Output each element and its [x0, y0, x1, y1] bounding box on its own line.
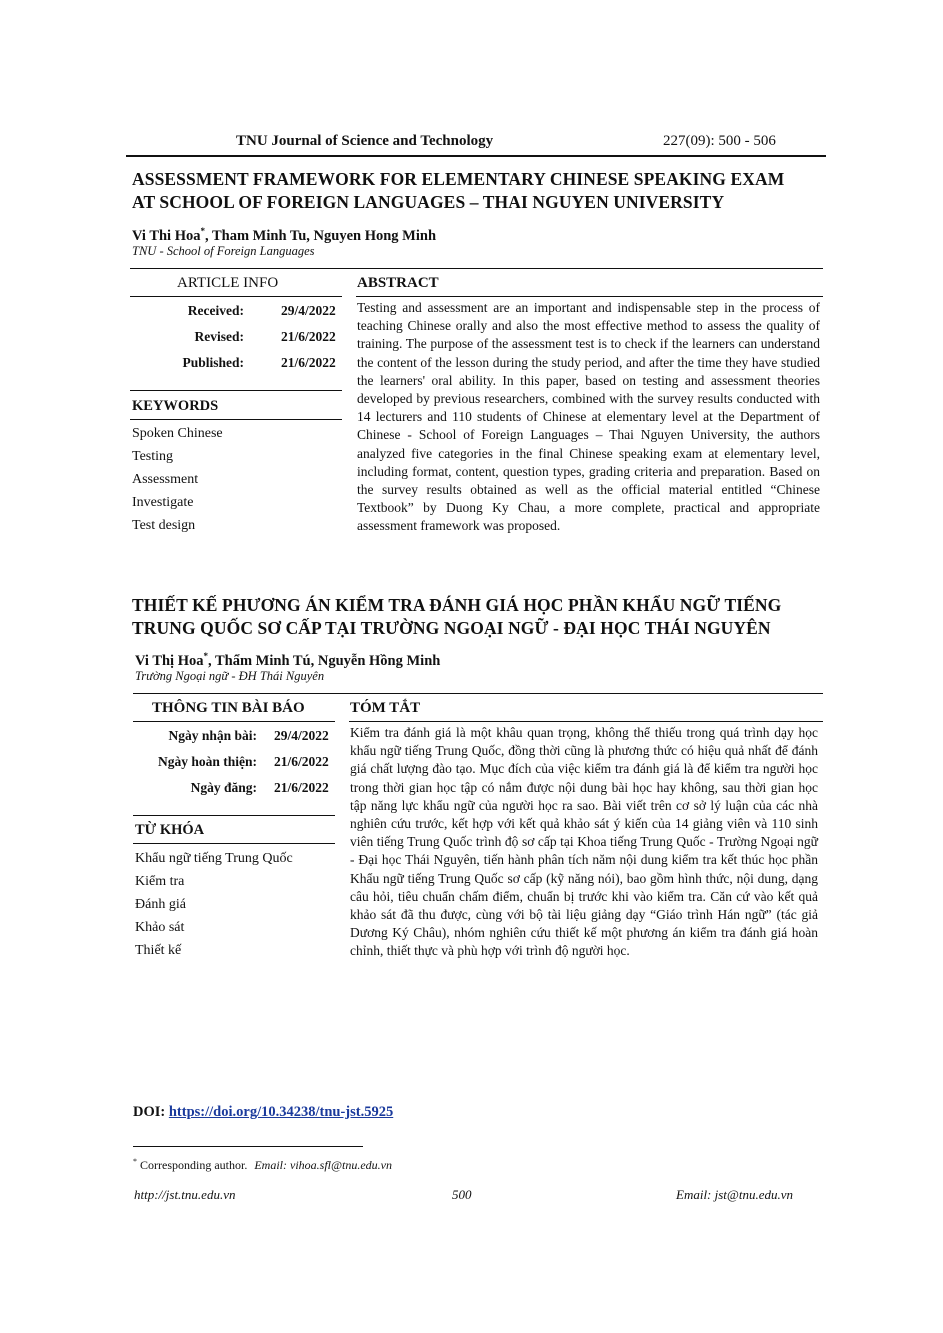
en-received-label: Received: [187, 303, 244, 318]
vn-affiliation: Trường Ngoại ngữ - ĐH Thái Nguyên [135, 669, 325, 683]
en-revised-label: Revised: [194, 329, 244, 344]
vn-info-rule [133, 721, 335, 722]
en-info-rule [130, 296, 342, 297]
en-abstract-heading: ABSTRACT [357, 275, 439, 291]
vn-coauthors: , Thẩm Minh Tú, Nguyễn Hồng Minh [208, 652, 441, 669]
en-keywords-top-rule [130, 390, 342, 391]
en-keyword-list [132, 422, 223, 537]
en-keywords-heading: KEYWORDS [132, 398, 219, 414]
footnote-email: Email: vihoa.sfl@tnu.edu.vn [254, 1158, 393, 1172]
keyword: Testing [132, 449, 174, 464]
vn-keywords-heading: TỪ KHÓA [135, 822, 205, 838]
vn-received-value: 29/4/2022 [274, 728, 329, 743]
header-divider [126, 155, 826, 157]
keyword: Assessment [132, 472, 199, 487]
en-authors [132, 226, 436, 245]
vn-revised-value: 21/6/2022 [274, 754, 329, 769]
en-coauthors: , Tham Minh Tu, Nguyen Hong Minh [205, 227, 437, 244]
vn-keyword-list [135, 847, 293, 962]
vn-received-label: Ngày nhận bài: [168, 728, 257, 743]
vn-corresponding-author: Vi Thị Hoa [135, 652, 204, 669]
en-corresponding-author: Vi Thi Hoa [132, 227, 201, 244]
vn-abstract-rule [349, 721, 823, 722]
vn-title-line1: THIẾT KẾ PHƯƠNG ÁN KIỂM TRA ĐÁNH GIÁ HỌC PHẦN KHẨU NGỮ TIẾNG [132, 595, 782, 615]
doi [133, 1104, 393, 1121]
vn-author-mark: * [203, 651, 208, 661]
vn-abstract-heading: TÓM TẮT [350, 700, 421, 716]
en-published-value: 21/6/2022 [281, 355, 336, 370]
footer-website: http://jst.tnu.edu.vn [134, 1187, 236, 1202]
footnote-divider [133, 1146, 363, 1147]
en-affiliation: TNU - School of Foreign Languages [132, 244, 315, 258]
vn-published-label: Ngày đăng: [190, 780, 257, 795]
journal-volume: 227(09): 500 - 506 [663, 133, 776, 149]
footer-page-number: 500 [452, 1187, 472, 1202]
en-keywords-rule [130, 419, 342, 420]
keyword: Đánh giá [135, 897, 186, 912]
vn-keywords-top-rule [133, 815, 335, 816]
keyword: Thiết kế [135, 943, 182, 958]
vn-title [132, 594, 781, 639]
keyword: Investigate [132, 495, 194, 510]
en-received-value: 29/4/2022 [281, 303, 336, 318]
footnote-mark: * [133, 1157, 137, 1166]
keyword: Khẩu ngữ tiếng Trung Quốc [135, 851, 293, 866]
footer-email: Email: jst@tnu.edu.vn [676, 1187, 794, 1202]
keyword: Kiểm tra [135, 874, 185, 889]
en-article-info-heading: ARTICLE INFO [177, 275, 279, 291]
vn-top-rule [133, 693, 823, 694]
journal-name: TNU Journal of Science and Technology [236, 133, 494, 149]
en-title [132, 168, 784, 213]
en-abstract-text: Testing and assessment are an important and indispensable step in the process of teaching Chinese orally and also the most effective method to assess the quality of training. The purpose of the assessment test is to check if the learners can understand the content of the lesson during the study period, and after the time they have studied the learners' oral ability. In this paper, based on testing and assessment theories developed by previous researchers, combined with the survey results conducted with 14 lecturers and 110 students of Chinese at elementary level at the Department of Chinese - School of Foreign Languages – Thai Nguyen University, the authors analyzed five categories in the final Chinese speaking exam at elementary level, including format, content, question types, grading criteria and preparation. Based on the survey results obtained as well as the official material entitled “Chinese Textbook” by Duong Ky Chau, a more complete, practical and appropriate assessment framework was proposed. [357, 300, 820, 534]
doi-link[interactable]: https://doi.org/10.34238/tnu-jst.5925 [168, 1104, 394, 1120]
doi-label: DOI: [133, 1104, 169, 1120]
en-top-rule [130, 268, 823, 269]
keyword: Test design [132, 518, 196, 533]
keyword: Spoken Chinese [132, 426, 223, 441]
footnote-label: Corresponding author. [140, 1158, 248, 1172]
en-author-mark: * [200, 226, 205, 236]
vn-revised-label: Ngày hoàn thiện: [157, 754, 257, 769]
vn-abstract-text: Kiểm tra đánh giá là một khâu quan trọng, không thể thiếu trong quá trình dạy học khẩu ngữ tiếng Trung Quốc, đồng thời cũng là phương thức có hiệu quả nhất để đánh giá chất lượng đào tạo. Mục đích của việc kiểm tra đánh giá là để kiểm tra người học trong thời gian học tập có nắm được nội dung bài học hay không, sau thời gian học tập năng lực khẩu ngữ của người học ra sao. Bài viết trên cơ sở lý luận của các nhà nghiên cứu trước, kết hợp với kết quả khảo sát ý kiến của 14 giảng viên và 110 sinh viên tiếng Trung Quốc trình độ sơ cấp tại Khoa tiếng Trung Quốc - Trường Ngoại ngữ - Đại học Thái Nguyên, tiến hành phân tích năm nội dung kiểm tra kết thúc học phần Khẩu ngữ tiếng Trung Quốc sơ cấp (kỹ năng nói), bao gồm hình thức, nội dung, dạng câu hỏi, tiêu chuẩn chấm điểm, chuẩn bị trước khi vào kiểm tra. Căn cứ vào kết quả khảo sát đã thu được, cùng với bộ tài liệu giảng dạy “Giáo trình Hán ngữ” (tác giả Dương Ký Châu), nhóm nghiên cứu thiết kế một phương án kiểm tra đánh giá hoàn chỉnh, thiết thực và phù hợp với trình độ người học. [350, 725, 818, 959]
vn-article-info-heading: THÔNG TIN BÀI BÁO [152, 700, 305, 716]
vn-title-line2: TRUNG QUỐC SƠ CẤP TẠI TRƯỜNG NGOẠI NGỮ - ĐẠI HỌC THÁI NGUYÊN [132, 618, 771, 638]
en-title-line1: ASSESSMENT FRAMEWORK FOR ELEMENTARY CHINESE SPEAKING EXAM [132, 169, 785, 189]
footnote [133, 1157, 392, 1173]
keyword: Khảo sát [135, 920, 185, 935]
en-revised-value: 21/6/2022 [281, 329, 336, 344]
vn-authors [135, 651, 440, 670]
vn-published-value: 21/6/2022 [274, 780, 329, 795]
en-abstract-rule [356, 296, 823, 297]
en-title-line2: AT SCHOOL OF FOREIGN LANGUAGES – THAI NGUYEN UNIVERSITY [132, 192, 725, 212]
en-published-label: Published: [182, 355, 244, 370]
vn-keywords-rule [133, 843, 335, 844]
